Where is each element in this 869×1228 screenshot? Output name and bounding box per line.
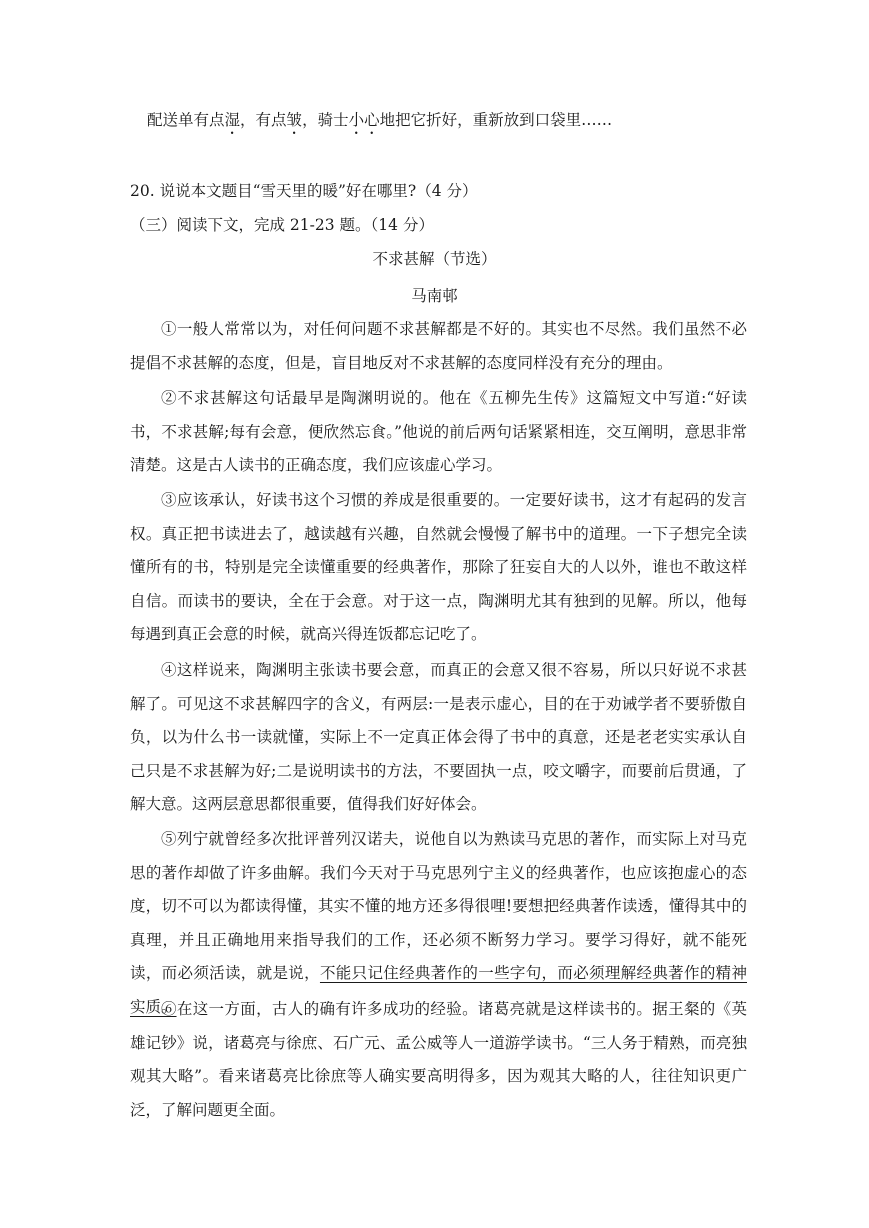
essay-paragraph-6: ⑥在这一方面，古人的确有许多成功的经验。诸葛亮就是这样读书的。据王粲的《英雄记钞》说，诸葛亮与徐庶、石广元、孟公威等人一道游学读书。“三人务于精熟，而亮独观其大略”。看来诸葛亮比徐庶等人确实要高明得多，因为观其大略的人，往往知识更广泛，了解问题更全面。	[130, 1000, 747, 1119]
essay-paragraph-4: ④这样说来，陶渊明主张读书要会意，而真正的会意又很不容易，所以只好说不求甚解了。可见这不求甚解四字的含义，有两层:一是表示虚心，目的在于劝诫学者不要骄傲自负，以为什么书一读就懂，实际上不一定真正体会得了书中的真意，还是老老实实承认自己只是不求甚解为好;二是说明读书的方法，不要固执一点，咬文嚼字，而要前后贯通，了解大意。这两层意思都很重要，值得我们好好体会。	[130, 661, 747, 814]
paragraph-5-text: ⑤列宁就曾经多次批评普列汉诺夫，说他自以为熟读马克思的著作，而实际上对马克思的著作却做了许多曲解。我们今天对于马克思列宁主义的经典著作，也应该抱虚心的态度，切不可以为都读得懂，其实不懂的地方还多得很哩!要想把经典著作读透，懂得其中的真理，并且正确地用来指导我们的工作，还必须不断努力学习。要学习得好，就不能死读，而必须活读，就是说，	[130, 830, 747, 983]
essay-paragraph-2: ②不求甚解这句话最早是陶渊明说的。他在《五柳先生传》这篇短文中写道:“好读书，不求甚解;每有会意，便欣然忘食。”他说的前后两句话紧紧相连，交互阐明，意思非常清楚。这是古人读书的正确态度，我们应该虚心学习。	[130, 389, 747, 475]
essay-paragraph-3: ③应该承认，好读书这个习惯的养成是很重要的。一定要好读书，这才有起码的发言权。真正把书读进去了，越读越有兴趣，自然就会慢慢了解书中的道理。一下子想完全读懂所有的书，特别是完全读懂重要的经典著作，那除了狂妄自大的人以外，谁也不敢这样自信。而读书的要诀，全在于会意。对于这一点，陶渊明尤其有独到的见解。所以，他每每遇到真正会意的时候，就高兴得连饭都忘记吃了。	[130, 491, 747, 644]
section-3-intro: （三）阅读下文，完成 21-23 题。（14 分）	[130, 216, 434, 234]
essay-paragraph-1: ①一般人常常以为，对任何问题不求甚解都是不好的。其实也不尽然。我们虽然不必提倡不求甚解的态度，但是，盲目地反对不求甚解的态度同样没有充分的理由。	[130, 320, 747, 372]
story-ending-line	[147, 110, 612, 138]
underlined-sentence: 不能只记住经典著作的一些字句，而必须理解经典著作的精神实质。	[130, 964, 747, 1016]
story-text-segment: 地把它折好，重新放到口袋里……	[379, 111, 613, 129]
emphasis-dotted-word: 湿	[224, 111, 241, 129]
question-20: 20. 说说本文题目“雪天里的暖”好在哪里?（4 分）	[130, 182, 478, 200]
essay-title: 不求甚解（节选）	[372, 250, 497, 268]
story-text-segment: ，有点	[240, 111, 287, 129]
essay-author: 马南邨	[411, 287, 458, 305]
emphasis-dotted-word: 小心	[348, 111, 380, 129]
story-text-segment: ，骑士	[302, 111, 349, 129]
story-text-segment: 配送单有点	[147, 111, 225, 129]
emphasis-dotted-word: 皱	[286, 111, 303, 129]
